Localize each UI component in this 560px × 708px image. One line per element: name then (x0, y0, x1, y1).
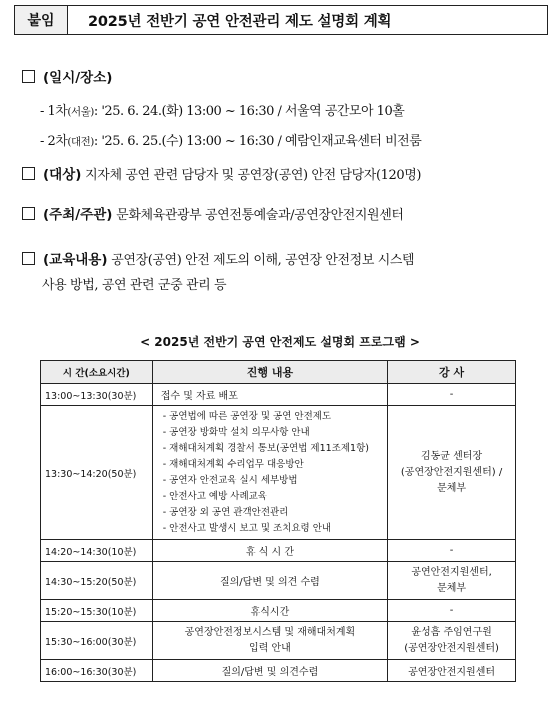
schedule-label: (일시/장소) (43, 70, 113, 86)
table-row (41, 660, 516, 682)
row-content (152, 562, 387, 600)
target-section (22, 165, 421, 186)
target-label: (대상) (43, 167, 82, 183)
row-content-line: 질의/답변 및 의견 수렴 (219, 577, 320, 588)
row-instructor-line: 공연장안전지원센터 (408, 667, 496, 678)
row-instructor-line: 윤성흠 주임연구원 (411, 626, 492, 638)
row-content-line: 휴식시간 (250, 607, 290, 618)
row-instructor-line: - (449, 605, 454, 616)
row-content (152, 384, 387, 406)
schedule-item-1 (40, 100, 404, 119)
list-item: - 공연법에 따른 공연장 및 공연 안전제도 (163, 409, 387, 425)
schedule-section (22, 68, 112, 88)
row-time: 13:30~14:20(50분) (41, 406, 153, 540)
row-instructor-line: (공연장안전지원센터) / (400, 466, 503, 478)
session-topic-list (153, 407, 387, 539)
row-instructor (388, 660, 516, 682)
row-time: 14:20~14:30(10분) (41, 540, 153, 562)
row-content (152, 622, 387, 660)
schedule-item-number: - 1차 (40, 104, 68, 119)
row-content (152, 660, 387, 682)
attachment-badge: 붙임 (15, 6, 68, 34)
table-row (41, 406, 516, 540)
host-label: (주최/주관) (43, 207, 113, 223)
row-content (152, 540, 387, 562)
checkbox-square-icon (22, 252, 35, 265)
target-text: 지자체 공연 관련 담당자 및 공연장(공연) 안전 담당자(120명) (81, 168, 422, 183)
header-time: 시 간(소요시간) (41, 361, 153, 384)
row-content (152, 406, 387, 540)
row-instructor-line: 공연안전지원센터, (411, 566, 492, 578)
list-item: - 재해대처계획 경찰서 통보(공연법 제11조제1항) (163, 441, 387, 457)
row-instructor (388, 622, 516, 660)
table-row (41, 384, 516, 406)
schedule-item-text: : '25. 6. 24.(화) 13:00 ~ 16:30 / 서울역 공간모아 10홀 (93, 104, 405, 119)
list-item: - 안전사고 발생시 보고 및 조치요령 안내 (163, 521, 387, 537)
list-item: - 안전사고 예방 사례교육 (163, 489, 387, 505)
row-instructor-line: (공연장안전지원센터) (404, 642, 499, 654)
content-text-line2: 사용 방법, 공연 관련 군중 관리 등 (42, 278, 227, 293)
content-section (22, 250, 414, 271)
list-item: - 공연장 방화막 설치 의무사항 안내 (163, 425, 387, 441)
table-row (41, 540, 516, 562)
row-instructor (388, 562, 516, 600)
schedule-item-city: (대전) (67, 136, 94, 148)
checkbox-square-icon (22, 207, 35, 220)
content-text-line1: 공연장(공연) 안전 제도의 이해, 공연장 안전정보 시스템 (107, 253, 415, 268)
host-section (22, 205, 404, 226)
row-instructor-line: - (449, 389, 454, 400)
table-row (41, 562, 516, 600)
row-content-line: 휴 식 시 간 (245, 547, 295, 558)
list-item: - 공연장 외 공연 관객안전관리 (163, 505, 387, 521)
row-instructor (388, 600, 516, 622)
header-content: 진행 내용 (152, 361, 387, 384)
row-content-line: 접수 및 자료 배포 (160, 391, 238, 402)
header-instructor: 강 사 (388, 361, 516, 384)
row-instructor-line: 문체부 (437, 582, 467, 594)
row-content-line: 입력 안내 (249, 642, 291, 654)
content-label: (교육내용) (43, 252, 108, 268)
list-item: - 공연자 안전교육 실시 세부방법 (163, 473, 387, 489)
row-time: 15:30~16:00(30분) (41, 622, 153, 660)
document-title: 2025년 전반기 공연 안전관리 제도 설명회 계획 (88, 13, 392, 30)
table-row (41, 600, 516, 622)
row-instructor-line: - (449, 545, 454, 556)
row-content-line: 공연장안전정보시스템 및 재해대처계획 (184, 626, 356, 638)
row-instructor (388, 540, 516, 562)
row-time: 15:20~15:30(10분) (41, 600, 153, 622)
list-item: - 재해대처계획 수리업무 대응방안 (163, 457, 387, 473)
row-time: 16:00~16:30(30분) (41, 660, 153, 682)
row-instructor (388, 406, 516, 540)
row-time: 13:00~13:30(30분) (41, 384, 153, 406)
row-content-line: 질의/답변 및 의견수렴 (221, 667, 319, 678)
program-title: < 2025년 전반기 공연 안전제도 설명회 프로그램 > (140, 335, 420, 349)
table-row (41, 622, 516, 660)
row-instructor-line: 김동균 센터장 (420, 450, 483, 462)
row-time: 14:30~15:20(50분) (41, 562, 153, 600)
schedule-item-2 (40, 130, 421, 149)
row-instructor (388, 384, 516, 406)
schedule-item-number: - 2차 (40, 134, 68, 149)
table-header-row (41, 361, 516, 384)
row-instructor-line: 문체부 (437, 482, 467, 494)
schedule-item-text: : '25. 6. 25.(수) 13:00 ~ 16:30 / 예람인재교육센터 비전룸 (93, 134, 422, 149)
schedule-item-city: (서울) (67, 106, 94, 118)
checkbox-square-icon (22, 167, 35, 180)
host-text: 문화체육관광부 공연전통예술과/공연장안전지원센터 (112, 208, 404, 223)
row-content (152, 600, 387, 622)
checkbox-square-icon (22, 70, 35, 83)
document-header (14, 5, 548, 35)
program-table (40, 360, 516, 682)
